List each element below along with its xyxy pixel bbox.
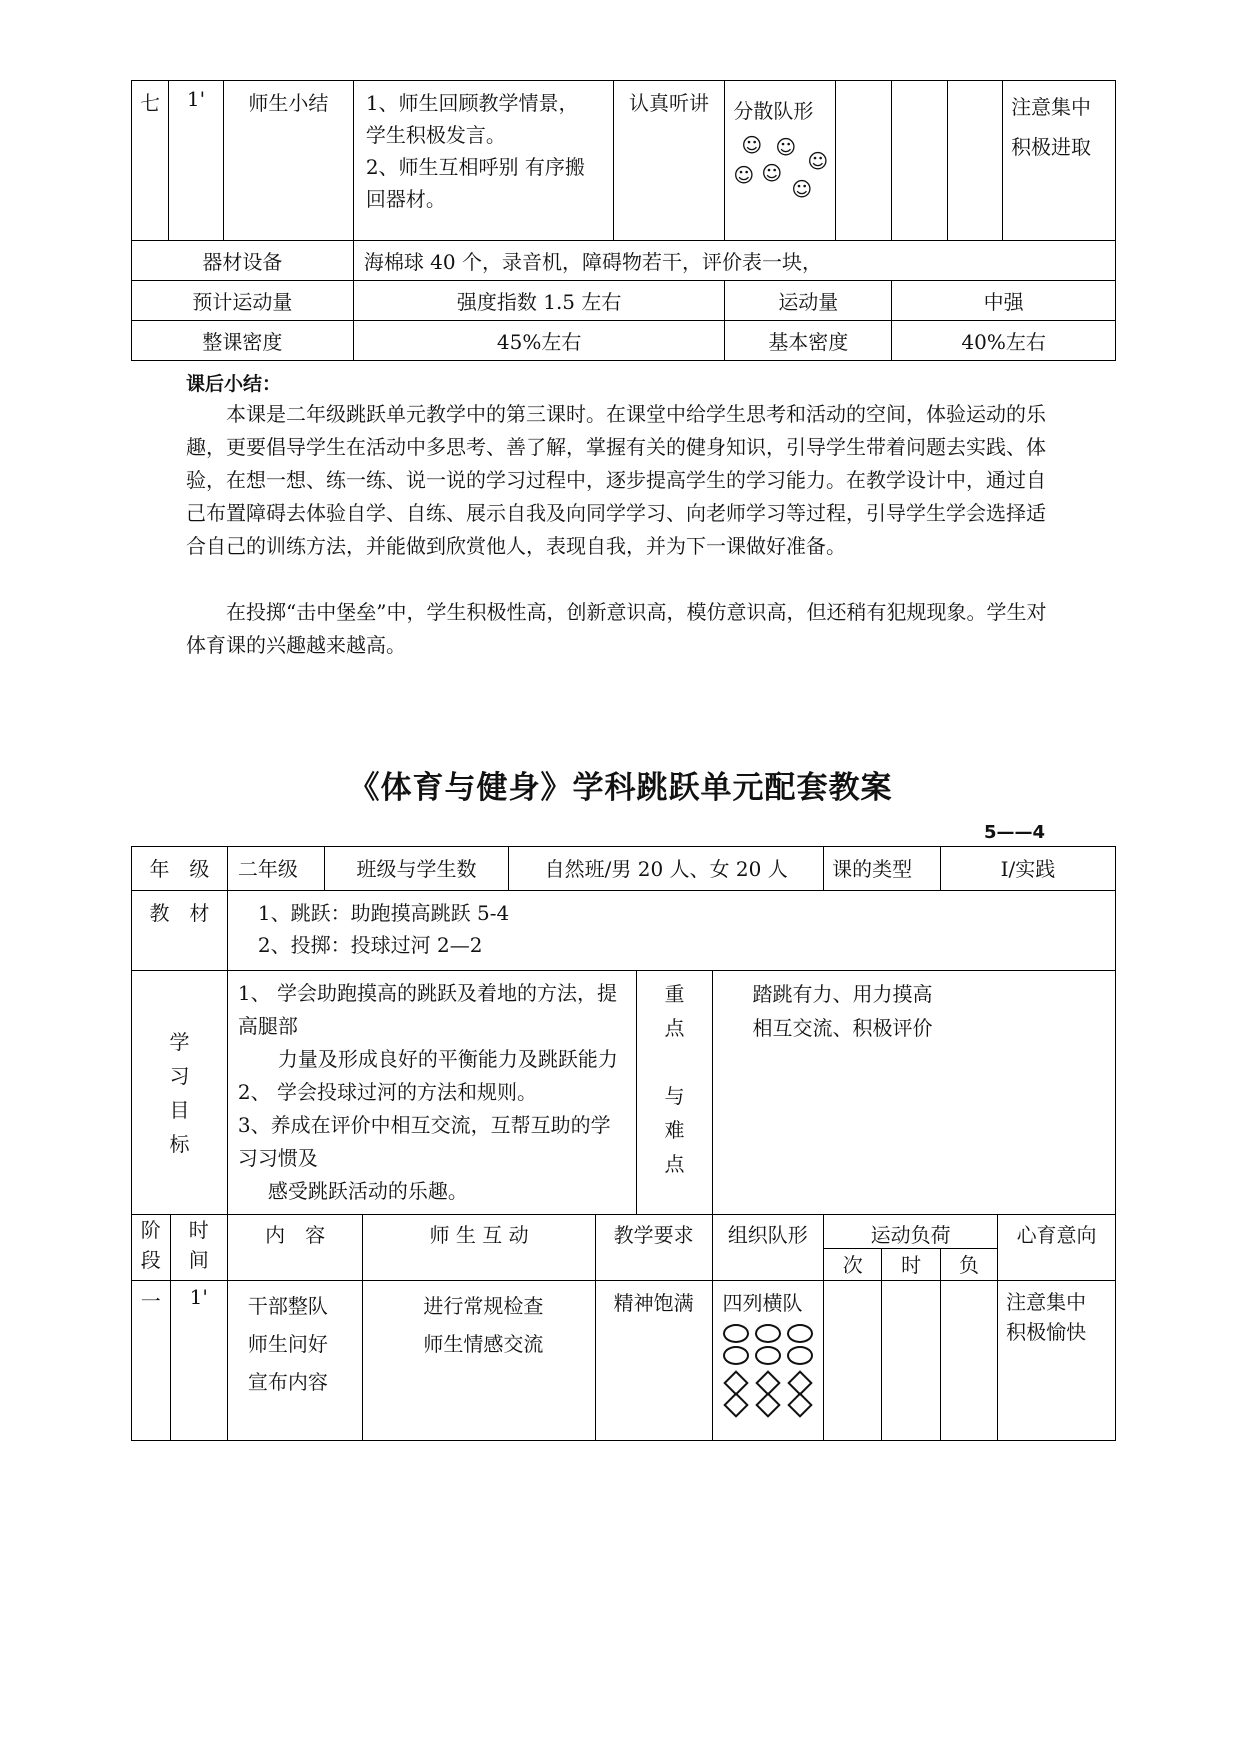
oval-icon bbox=[787, 1346, 813, 1365]
key-label: 重 点 与 难 点 bbox=[637, 971, 712, 1215]
row1-formation bbox=[712, 1281, 824, 1441]
row7-stage: 七 bbox=[132, 81, 169, 241]
smiley-icon: ☺ bbox=[791, 177, 813, 201]
material-list bbox=[227, 891, 1115, 971]
summary-paragraph: 在投掷“击中堡垒”中，学生积极性高，创新意识高，模仿意识高，但还稍有犯规现象。学生对体育课的兴趣越来越高。 bbox=[186, 600, 1047, 657]
class-value: 自然班/男 20 人、女 20 人 bbox=[509, 847, 824, 891]
formation-label: 四列横队 bbox=[722, 1291, 803, 1315]
smiley-icon: ☺ bbox=[741, 133, 763, 157]
row1-requirement: 精神饱满 bbox=[595, 1281, 712, 1441]
oval-icon bbox=[723, 1346, 749, 1365]
row1-mind: 注意集中 积极愉快 bbox=[998, 1281, 1116, 1441]
material-label: 教 材 bbox=[132, 891, 228, 971]
page-title: 《体育与健身》学科跳跃单元配套教案 bbox=[348, 770, 893, 806]
row7-load-time bbox=[892, 81, 948, 241]
key-points: 踏跳有力、用力摸高 相互交流、积极评价 bbox=[712, 971, 1115, 1215]
header-content: 内 容 bbox=[227, 1215, 362, 1281]
oval-icon bbox=[755, 1324, 781, 1343]
grade-label: 年 级 bbox=[132, 847, 228, 891]
header-time: 时 间 bbox=[170, 1215, 227, 1281]
type-label: 课的类型 bbox=[824, 847, 941, 891]
formation-label: 分散队形 bbox=[733, 99, 814, 123]
row1-load-time bbox=[882, 1281, 940, 1441]
smiley-icon: ☺ bbox=[761, 161, 783, 185]
amount-value: 中强 bbox=[892, 281, 1116, 321]
row7-time: 1' bbox=[169, 81, 224, 241]
row7-requirement: 认真听讲 bbox=[613, 81, 725, 241]
header-load: 运动负荷 bbox=[824, 1215, 998, 1249]
diamond-icon bbox=[787, 1392, 812, 1417]
material-item: 1、跳跃：助跑摸高跳跃 5-4 bbox=[257, 901, 510, 925]
row7-load-count bbox=[836, 81, 892, 241]
row7-mind: 注意集中 积极进取 bbox=[1003, 81, 1116, 241]
formation-diagram bbox=[723, 1324, 819, 1418]
header-load-intensity: 负 bbox=[940, 1249, 997, 1281]
row7-interaction: 1、师生回顾教学情景， 学生积极发言。 2、师生互相呼别 有序搬 回器材。 bbox=[353, 81, 613, 241]
row7-formation bbox=[725, 81, 836, 241]
load-label: 预计运动量 bbox=[132, 281, 354, 321]
oval-icon bbox=[787, 1324, 813, 1343]
header-load-time: 时 bbox=[882, 1249, 940, 1281]
equipment-label: 器材设备 bbox=[132, 241, 354, 281]
smiley-icon: ☺ bbox=[733, 163, 755, 187]
goal-label: 学 习 目 标 bbox=[132, 971, 228, 1215]
summary-paragraph: 本课是二年级跳跃单元教学中的第三课时。在课堂中给学生思考和活动的空间，体验运动的乐趣，更要倡导学生在活动中多思考、善了解，掌握有关的健身知识，引导学生带着问题去实践、体验，在想一想、练一练、说一说的学习过程中，逐步提高学生的学习能力。在教学设计中，通过自己布置障碍去体验自学、自练、展示自我及向同学学习、向老师学习等过程，引导学生学会选择适合自己的训练方法，并能做到欣赏他人，表现自我，并为下一课做好准备。 bbox=[186, 402, 1046, 558]
row1-content: 干部整队 师生问好 宣布内容 bbox=[227, 1281, 362, 1441]
basic-density-label: 基本密度 bbox=[725, 321, 892, 361]
row1-interaction: 进行常规检查 师生情感交流 bbox=[363, 1281, 595, 1441]
lesson-code: 5——4 bbox=[984, 822, 1046, 843]
row1-time: 1' bbox=[170, 1281, 227, 1441]
diamond-icon bbox=[755, 1392, 780, 1417]
row7-load-intensity bbox=[948, 81, 1003, 241]
header-stage: 阶 段 bbox=[132, 1215, 171, 1281]
oval-icon bbox=[755, 1346, 781, 1365]
goal-list: 1、 学会助跑摸高的跳跃及着地的方法，提高腿部 力量及形成良好的平衡能力及跳跃能力 2、 学会投球过河的方法和规则。 3、养成在评价中相互交流，互帮互助的学习习惯及 感受跳跃活动的乐趣。 bbox=[227, 971, 637, 1215]
density-value: 45%左右 bbox=[353, 321, 725, 361]
amount-label: 运动量 bbox=[725, 281, 892, 321]
smiley-icon: ☺ bbox=[775, 135, 797, 159]
header-requirement: 教学要求 bbox=[595, 1215, 712, 1281]
diamond-icon bbox=[723, 1392, 748, 1417]
oval-icon bbox=[723, 1324, 749, 1343]
row7-content: 师生小结 bbox=[223, 81, 353, 241]
smiley-icon: ☺ bbox=[807, 149, 829, 173]
row1-stage: 一 bbox=[132, 1281, 171, 1441]
material-item: 2、投掷：投球过河 2—2 bbox=[257, 933, 483, 957]
summary-title: 课后小结： bbox=[186, 373, 282, 395]
header-formation: 组织队形 bbox=[712, 1215, 824, 1281]
plan-table bbox=[131, 846, 1116, 1441]
row1-load-count bbox=[824, 1281, 882, 1441]
class-label: 班级与学生数 bbox=[324, 847, 508, 891]
top-table bbox=[131, 80, 1116, 361]
intensity-value: 强度指数 1.5 左右 bbox=[353, 281, 725, 321]
header-interaction: 师 生 互 动 bbox=[363, 1215, 595, 1281]
header-mind: 心育意向 bbox=[998, 1215, 1116, 1281]
type-value: Ⅰ/实践 bbox=[940, 847, 1115, 891]
row1-load-intensity bbox=[940, 1281, 997, 1441]
header-load-count: 次 bbox=[824, 1249, 882, 1281]
equipment-value: 海棉球 40 个，录音机，障碍物若干，评价表一块， bbox=[353, 241, 1115, 281]
basic-density-value: 40%左右 bbox=[892, 321, 1116, 361]
density-label: 整课密度 bbox=[132, 321, 354, 361]
grade-value: 二年级 bbox=[227, 847, 324, 891]
